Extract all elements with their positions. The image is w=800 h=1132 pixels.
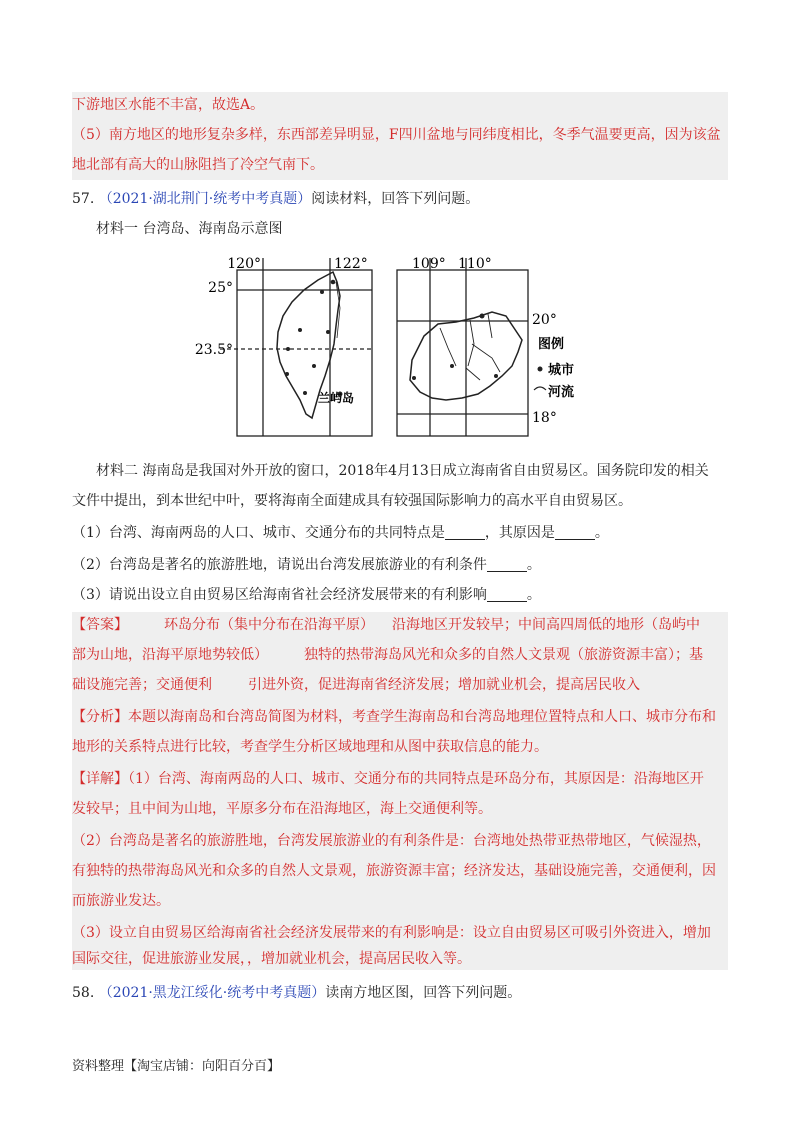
q57-header bbox=[72, 188, 479, 210]
answer-part-3-cont: 础设施完善；交通便利 bbox=[72, 677, 212, 693]
analysis-line-1 bbox=[72, 706, 716, 728]
detail-line-7: 国际交往，促进旅游业发展，，增加就业机会，提高居民收入等。 bbox=[72, 951, 471, 967]
legend-city-symbol bbox=[538, 367, 543, 372]
q57-sub2 bbox=[72, 554, 541, 576]
answer-blank[interactable] bbox=[487, 587, 527, 602]
prev-answer-line-1: 下游地区水能不丰富，故选A。 bbox=[72, 97, 265, 113]
page-footer: 资料整理【淘宝店铺：向阳百分百】 bbox=[72, 1059, 281, 1074]
q57-sub2-text-b: 。 bbox=[526, 557, 541, 573]
detail-text-1: （1）台湾、海南两岛的人口、城市、交通分布的共同特点是环岛分布，其原因是：沿海地区开 bbox=[128, 771, 704, 787]
answer-line-2 bbox=[72, 644, 703, 666]
taiwan-lon2-label: 122° bbox=[334, 256, 368, 272]
legend-river-label: 河流 bbox=[548, 385, 575, 400]
taiwan-lat2-label: 23.5° bbox=[194, 342, 233, 358]
taiwan-map bbox=[220, 258, 372, 436]
hainan-lat1-label: 20° bbox=[532, 312, 557, 328]
answer-part-2-cont: 部为山地，沿海平原地势较低） bbox=[72, 647, 268, 663]
taiwan-lat1-label: 25° bbox=[208, 280, 233, 296]
q57-sub1-text-c: 。 bbox=[594, 525, 609, 541]
q57-sub1-text-a: （1）台湾、海南两岛的人口、城市、交通分布的共同特点是 bbox=[72, 525, 445, 541]
q57-material1-title: 材料一 台湾岛、海南岛示意图 bbox=[96, 221, 283, 237]
taiwan-hainan-map-figure bbox=[0, 248, 800, 448]
q57-material2-line-2: 文件中提出，到本世纪中叶，要将海南全面建成具有较强国际影响力的高水平自由贸易区。 bbox=[72, 493, 632, 509]
analysis-tag: 【分析】 bbox=[72, 709, 128, 725]
answer-tag: 【答案】 bbox=[72, 617, 128, 633]
q57-material2-line-1: 材料二 海南岛是我国对外开放的窗口，2018年4月13日成立海南省自由贸易区。国务院印发的相关 bbox=[96, 463, 709, 479]
answer-blank[interactable] bbox=[487, 557, 527, 572]
answer-part-3: 独特的热带海岛风光和众多的自然人文景观（旅游资源丰富）；基 bbox=[304, 647, 703, 663]
q57-sub3 bbox=[72, 584, 541, 606]
q57-sub1 bbox=[72, 522, 609, 544]
q57-number: 57. bbox=[72, 191, 95, 207]
hainan-cities bbox=[412, 314, 498, 381]
detail-line-4: 有独特的热带海岛风光和众多的自然人文景观，旅游资源丰富；经济发达，基础设施完善，交通便利，因 bbox=[72, 863, 716, 879]
answer-block bbox=[72, 612, 728, 970]
detail-line-6: （3）设立自由贸易区给海南省社会经济发展带来的有利影响是：设立自由贸易区可吸引外资进入，增加 bbox=[72, 925, 711, 941]
q57-sub3-text-a: （3）请说出设立自由贸易区给海南省社会经济发展带来的有利影响 bbox=[72, 587, 487, 603]
taiwan-cities bbox=[285, 280, 343, 397]
q57-sub1-text-b: ，其原因是 bbox=[484, 525, 555, 541]
answer-part-2: 沿海地区开发较早；中间高四周低的地形（岛屿中 bbox=[392, 617, 700, 633]
answer-part-1: 环岛分布（集中分布在沿海平原） bbox=[164, 617, 374, 633]
q58-source: （2021·黑龙江绥化·统考中考真题） bbox=[98, 985, 326, 1001]
q57-prompt: 阅读材料，回答下列问题。 bbox=[311, 191, 480, 207]
prev-answer-line-2: （5）南方地区的地形复杂多样，东西部差异明显，F四川盆地与同纬度相比，冬季气温要更高，因为该盆 bbox=[72, 127, 721, 143]
q58-number: 58. bbox=[72, 985, 95, 1001]
detail-line-3: （2）台湾岛是著名的旅游胜地，台湾发展旅游业的有利条件是：台湾地处热带亚热带地区，气候湿热， bbox=[72, 833, 711, 849]
answer-blank[interactable] bbox=[555, 525, 595, 540]
legend-title: 图例 bbox=[538, 337, 565, 352]
taiwan-lon1-label: 120° bbox=[227, 256, 261, 272]
q58-prompt: 读南方地区图，回答下列问题。 bbox=[325, 985, 522, 1001]
answer-line-3 bbox=[72, 674, 640, 696]
analysis-text-1: 本题以海南岛和台湾岛简图为材料，考查学生海南岛和台湾岛地理位置特点和人口、城市分布和 bbox=[128, 709, 716, 725]
answer-blank[interactable] bbox=[445, 525, 485, 540]
q57-sub2-text-a: （2）台湾岛是著名的旅游胜地，请说出台湾发展旅游业的有利条件 bbox=[72, 557, 487, 573]
q57-sub3-text-b: 。 bbox=[526, 587, 541, 603]
hainan-lat2-label: 18° bbox=[532, 410, 557, 426]
lanyu-island-label: 兰屿岛 bbox=[318, 391, 355, 405]
legend-river-symbol bbox=[534, 387, 546, 390]
legend-city-label: 城市 bbox=[548, 363, 575, 378]
q57-source: （2021·湖北荆门·统考中考真题） bbox=[98, 191, 312, 207]
analysis-line-2: 地形的关系特点进行比较，考查学生分析区域地理和从图中获取信息的能力。 bbox=[72, 739, 548, 755]
answer-part-4: 引进外资，促进海南省经济发展；增加就业机会，提高居民收入 bbox=[248, 677, 640, 693]
hainan-map bbox=[397, 258, 528, 436]
answer-line-1 bbox=[72, 614, 700, 636]
hainan-lon2-label: 110° bbox=[458, 256, 492, 272]
detail-line-1 bbox=[72, 768, 704, 790]
detail-tag: 【详解】 bbox=[72, 771, 128, 787]
q58-header bbox=[72, 982, 521, 1004]
detail-line-5: 而旅游业发达。 bbox=[72, 893, 170, 909]
detail-line-2: 发较早；且中间为山地，平原多分布在沿海地区，海上交通便利等。 bbox=[72, 801, 492, 817]
prev-answer-line-3: 地北部有高大的山脉阻挡了冷空气南下。 bbox=[72, 157, 324, 173]
hainan-lon1-label: 109° bbox=[412, 256, 446, 272]
prev-answer-block bbox=[72, 92, 728, 180]
